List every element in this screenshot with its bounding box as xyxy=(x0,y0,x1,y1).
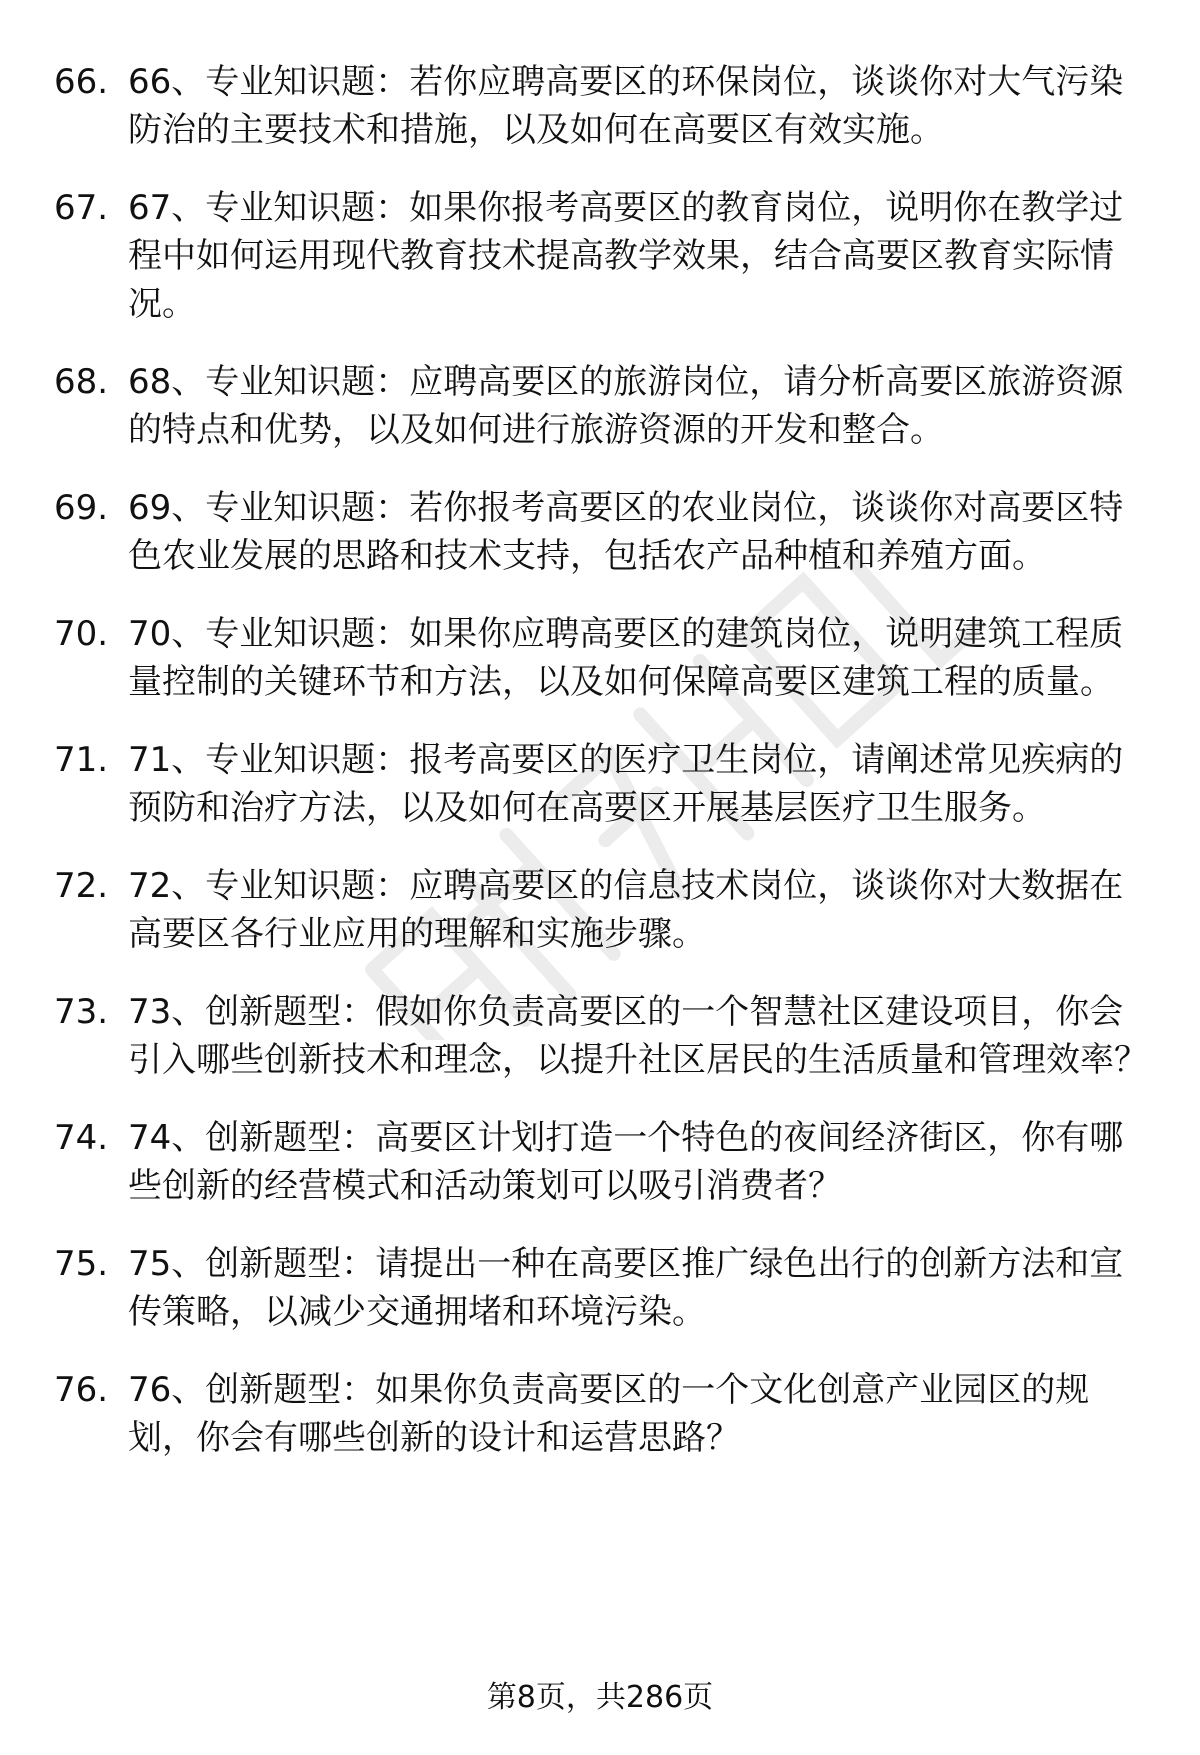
question-text: 68、专业知识题：应聘高要区的旅游岗位，请分析高要区旅游资源的特点和优势，以及如何进行旅游资源的开发和整合。 xyxy=(128,362,1124,450)
question-item xyxy=(0,1366,1200,1462)
question-item xyxy=(0,862,1200,958)
page-footer xyxy=(0,1678,1200,1718)
question-number: 76. xyxy=(54,1370,109,1410)
question-text: 76、创新题型：如果你负责高要区的一个文化创意产业园区的规划，你会有哪些创新的设计和运营思路？ xyxy=(128,1370,1090,1458)
question-number: 66. xyxy=(54,62,109,102)
question-item xyxy=(0,1114,1200,1210)
question-number: 72. xyxy=(54,866,109,906)
question-item xyxy=(0,988,1200,1084)
question-number: 67. xyxy=(54,188,109,228)
question-list xyxy=(0,58,1200,1492)
question-text: 66、专业知识题：若你应聘高要区的环保岗位，谈谈你对大气污染防治的主要技术和措施，以及如何在高要区有效实施。 xyxy=(128,62,1124,150)
question-text: 69、专业知识题：若你报考高要区的农业岗位，谈谈你对高要区特色农业发展的思路和技术支持，包括农产品种植和养殖方面。 xyxy=(128,488,1124,576)
question-number: 70. xyxy=(54,614,109,654)
question-number: 71. xyxy=(54,740,109,780)
question-text: 71、专业知识题：报考高要区的医疗卫生岗位，请阐述常见疾病的预防和治疗方法，以及如何在高要区开展基层医疗卫生服务。 xyxy=(128,740,1124,828)
question-text: 75、创新题型：请提出一种在高要区推广绿色出行的创新方法和宣传策略，以减少交通拥堵和环境污染。 xyxy=(128,1244,1124,1332)
question-number: 75. xyxy=(54,1244,109,1284)
question-number: 74. xyxy=(54,1118,109,1158)
page-number-label: 第8页，共286页 xyxy=(486,1680,714,1715)
question-item xyxy=(0,610,1200,706)
question-item xyxy=(0,736,1200,832)
question-text: 73、创新题型：假如你负责高要区的一个智慧社区建设项目，你会引入哪些创新技术和理念，以提升社区居民的生活质量和管理效率？ xyxy=(128,992,1148,1080)
question-number: 68. xyxy=(54,362,109,402)
question-item xyxy=(0,358,1200,454)
question-number: 69. xyxy=(54,488,109,528)
question-text: 72、专业知识题：应聘高要区的信息技术岗位，谈谈你对大数据在高要区各行业应用的理解和实施步骤。 xyxy=(128,866,1124,954)
question-item xyxy=(0,184,1200,328)
question-number: 73. xyxy=(54,992,109,1032)
question-item xyxy=(0,1240,1200,1336)
question-text: 70、专业知识题：如果你应聘高要区的建筑岗位，说明建筑工程质量控制的关键环节和方法，以及如何保障高要区建筑工程的质量。 xyxy=(128,614,1124,702)
question-item xyxy=(0,58,1200,154)
question-text: 74、创新题型：高要区计划打造一个特色的夜间经济街区，你有哪些创新的经营模式和活动策划可以吸引消费者？ xyxy=(128,1118,1124,1206)
question-text: 67、专业知识题：如果你报考高要区的教育岗位，说明你在教学过程中如何运用现代教育技术提高教学效果，结合高要区教育实际情况。 xyxy=(128,188,1124,324)
question-item xyxy=(0,484,1200,580)
